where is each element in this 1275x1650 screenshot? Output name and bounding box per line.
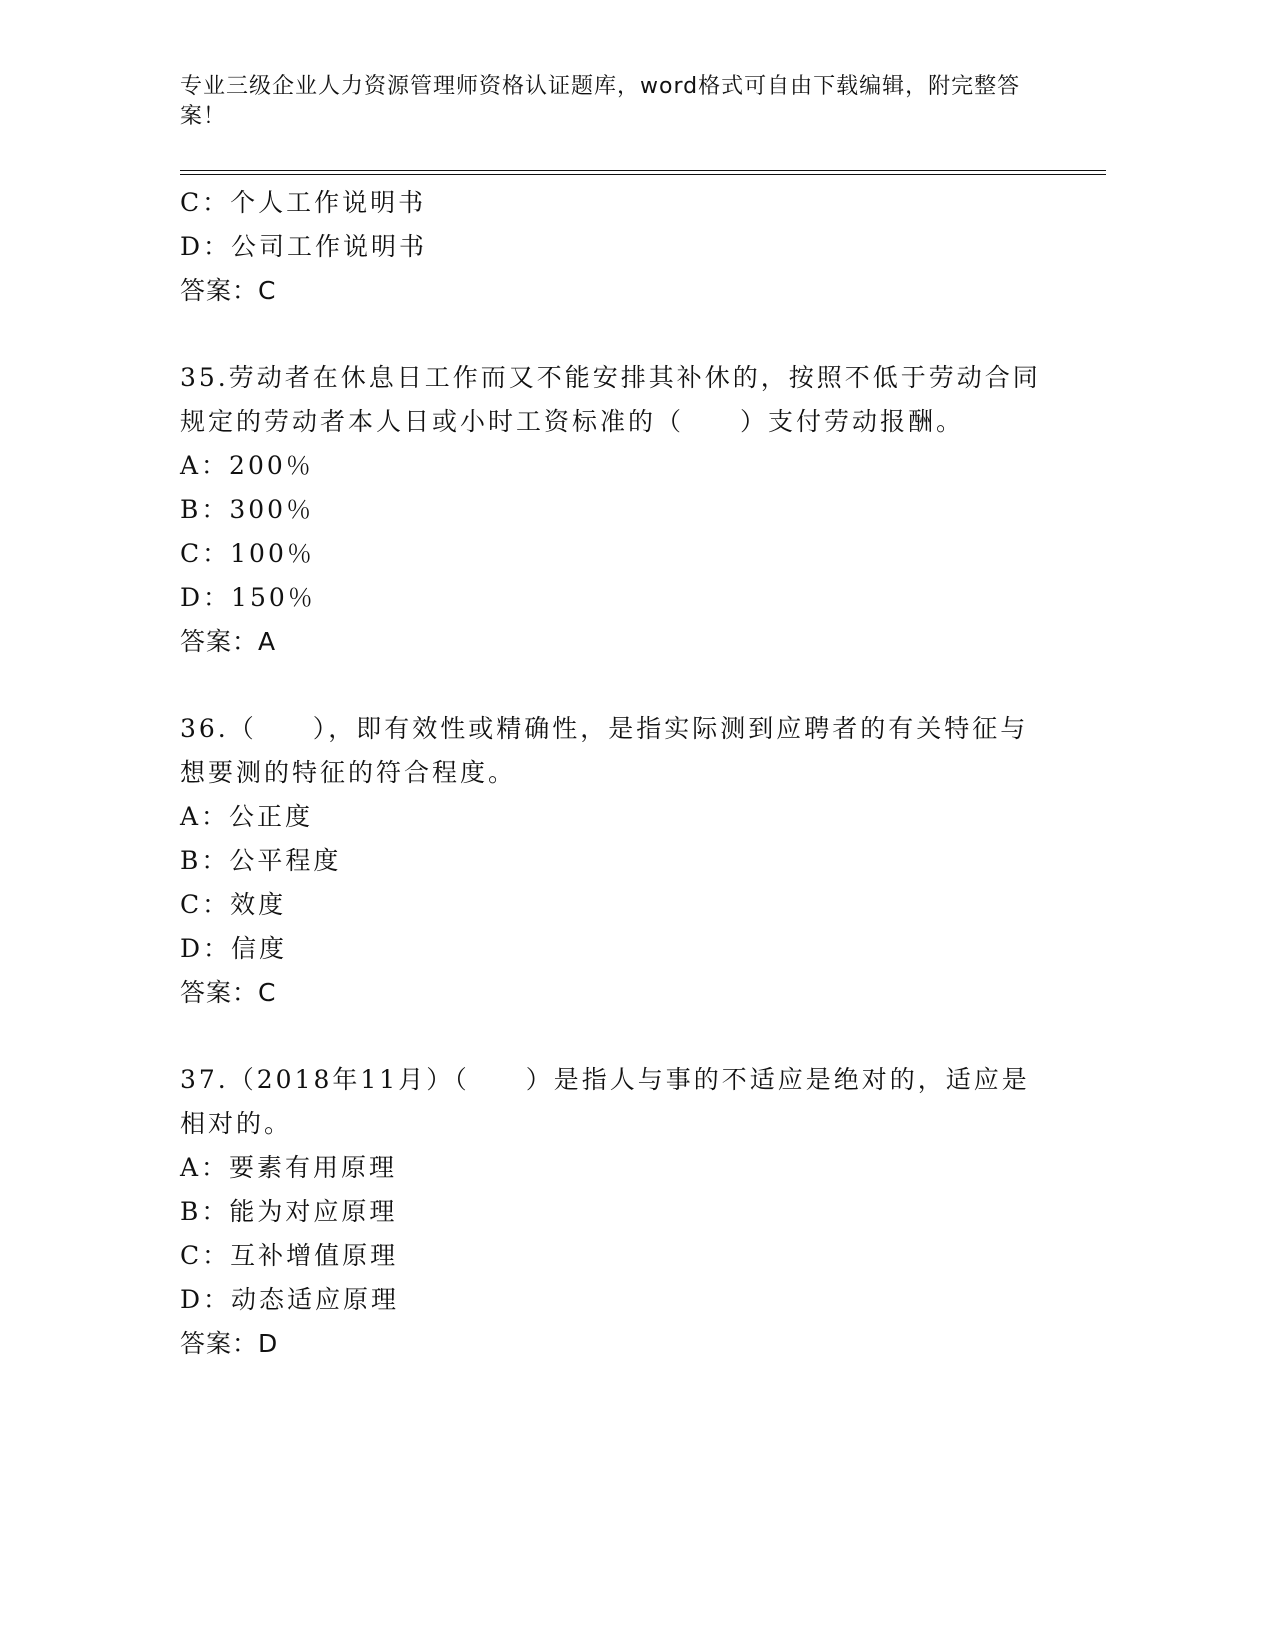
answer: 答案：D [180,1329,279,1358]
option-b: B：公平程度 [180,846,342,875]
answer: 答案：C [180,978,277,1007]
option-b: B：300％ [180,495,315,524]
option-a: A：200％ [180,451,314,480]
question-37 [180,1058,1040,1366]
document-header [180,72,1030,132]
header-rule-bottom [180,174,1106,175]
header-rule-top [180,170,1106,171]
question-stem: 37.（2018年11月）（ ）是指人与事的不适应是绝对的，适应是 [180,1065,1030,1094]
question-stem: 35.劳动者在休息日工作而又不能安排其补休的，按照不低于劳动合同 [180,363,1041,392]
option-d: D：公司工作说明书 [180,232,428,261]
question-stem: 相对的。 [180,1109,293,1138]
option-d: D：150％ [180,583,316,612]
header-title: 专业三级企业人力资源管理师资格认证题库，word格式可自由下载编辑，附完整答案！ [180,74,1021,129]
question-34-tail [180,181,1040,313]
option-c: C：效度 [180,890,287,919]
option-c: C：100％ [180,539,315,568]
answer: 答案：C [180,276,277,305]
question-list [180,181,1040,1366]
option-a: A：要素有用原理 [180,1153,398,1182]
option-a: A：公正度 [180,802,314,831]
option-c: C：个人工作说明书 [180,188,427,217]
option-c: C：互补增值原理 [180,1241,399,1270]
question-36 [180,707,1040,1015]
question-stem: 规定的劳动者本人日或小时工资标准的（ ）支付劳动报酬。 [180,407,965,436]
question-stem: 36.（ ），即有效性或精确性，是指实际测到应聘者的有关特征与 [180,714,1029,743]
option-d: D：信度 [180,934,288,963]
question-stem: 想要测的特征的符合程度。 [180,758,517,787]
option-d: D：动态适应原理 [180,1285,400,1314]
question-35 [180,356,1040,664]
option-b: B：能为对应原理 [180,1197,398,1226]
answer: 答案：A [180,627,277,656]
